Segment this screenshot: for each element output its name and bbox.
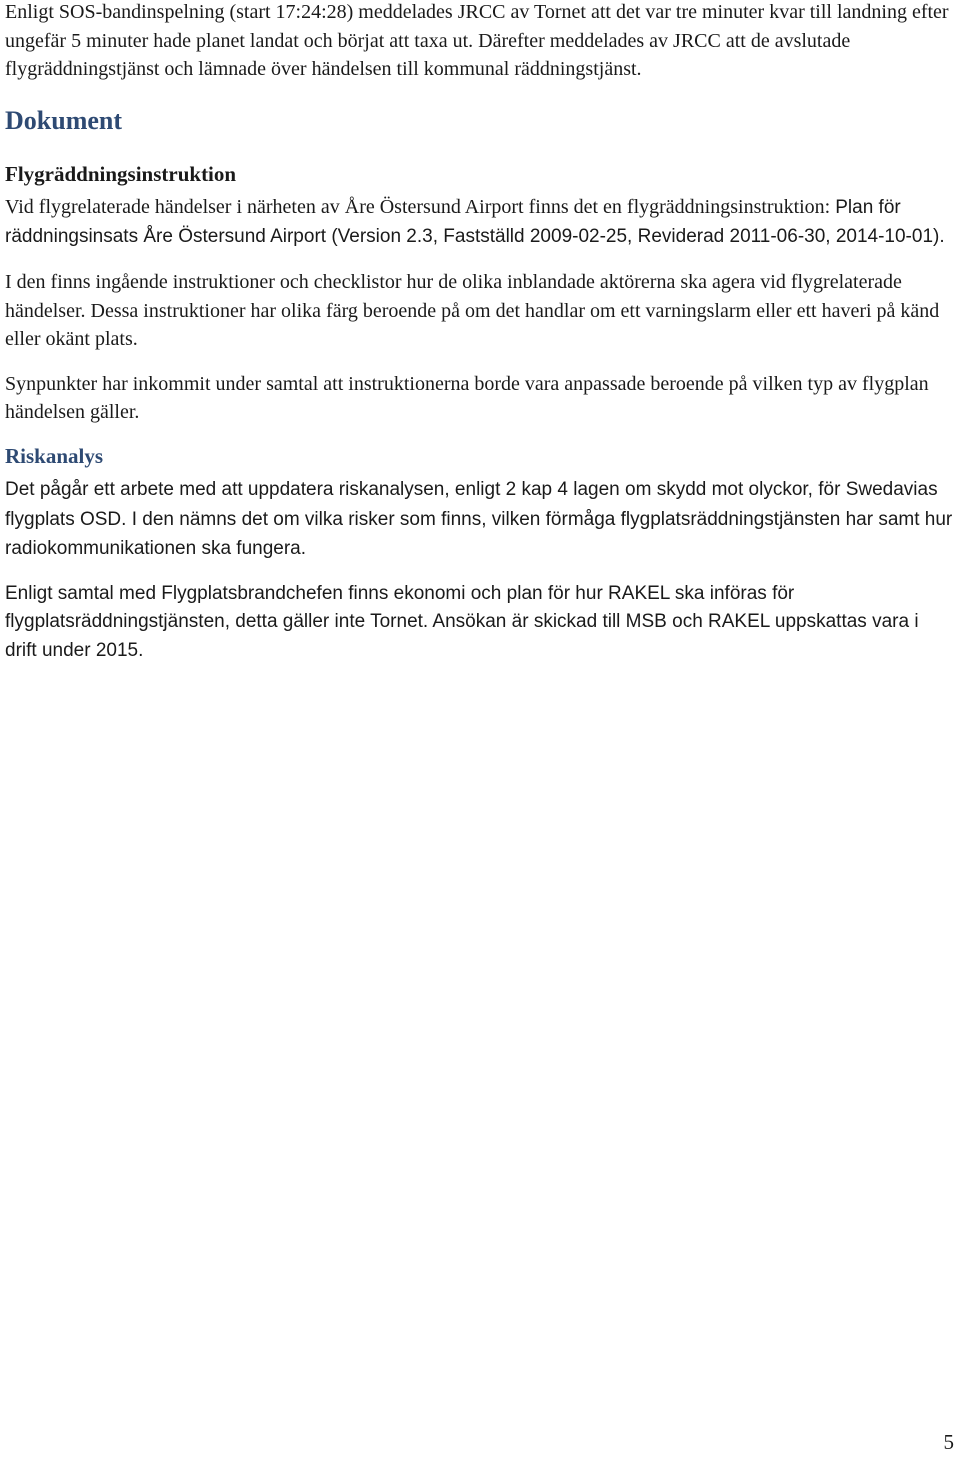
section-heading-riskanalys: Riskanalys — [5, 443, 104, 468]
document-page — [5, 0, 953, 666]
risk-p1-text-cont: lagen om skydd mot olyckor, för Swedavias flygplats OSD. — [5, 478, 938, 530]
dokument-p2-text-cont: Dessa instruktioner har olika färg beroende på om det handlar om ett varningslarm eller ett haveri på känd eller okänt plats. — [5, 299, 940, 351]
page-number: 5 — [943, 1430, 954, 1454]
risk-p1-text: Det pågår ett arbete med att uppdatera riskanalysen, enligt 2 kap 4 — [5, 478, 568, 500]
risk-p1-text-end: I den nämns det om vilka risker som finns, vilken förmåga flygplatsräddningstjänsten har samt hur radiokommunikationen ska fungera. — [5, 508, 953, 560]
dokument-paragraph-1 — [5, 193, 953, 252]
dokument-p1-text: Vid flygrelaterade händelser i närheten av Åre Östersund Airport finns det en flygräddningsinstruktion: — [5, 195, 836, 218]
intro-paragraph: Enligt SOS-bandinspelning (start 17:24:28) meddelades JRCC av Tornet att det var tre minuter kvar till landning efter ungefär 5 minuter hade planet landat och börjat att taxa ut. Därefter meddelades av JRCC att de avslutade flygräddningstjänst och lämnade över händelsen till kommunal räddningstjänst. — [5, 1, 949, 81]
risk-paragraph-2: Enligt samtal med Flygplatsbrandchefen finns ekonomi och plan för hur RAKEL ska införas för flygplatsräddningstjänsten, detta gäller inte Tornet. Ansökan är skickad till MSB och RAKEL uppskattas vara i drift under 2015. — [5, 582, 919, 661]
dokument-p2-text: I den finns ingående instruktioner och checklistor hur de olika inblandade aktörerna ska agera vid flygrelaterade händelser. — [5, 270, 902, 322]
dokument-paragraph-3: Synpunkter har inkommit under samtal att instruktionerna borde vara anpassade beroende på vilken typ av flygplan händelsen gäller. — [5, 372, 929, 424]
subheading-flygraddningsinstruktion: Flygräddningsinstruktion — [5, 161, 237, 186]
section-heading-dokument: Dokument — [5, 105, 123, 135]
dokument-p1-plan-title: Plan för räddningsinsats Åre Östersund Airport (Version 2.3, Fastställd 2009-02-25, Reviderad 2011-06-30, 2014-10-01). — [5, 196, 945, 248]
dokument-paragraph-2 — [5, 268, 953, 354]
risk-paragraph-1 — [5, 475, 953, 564]
